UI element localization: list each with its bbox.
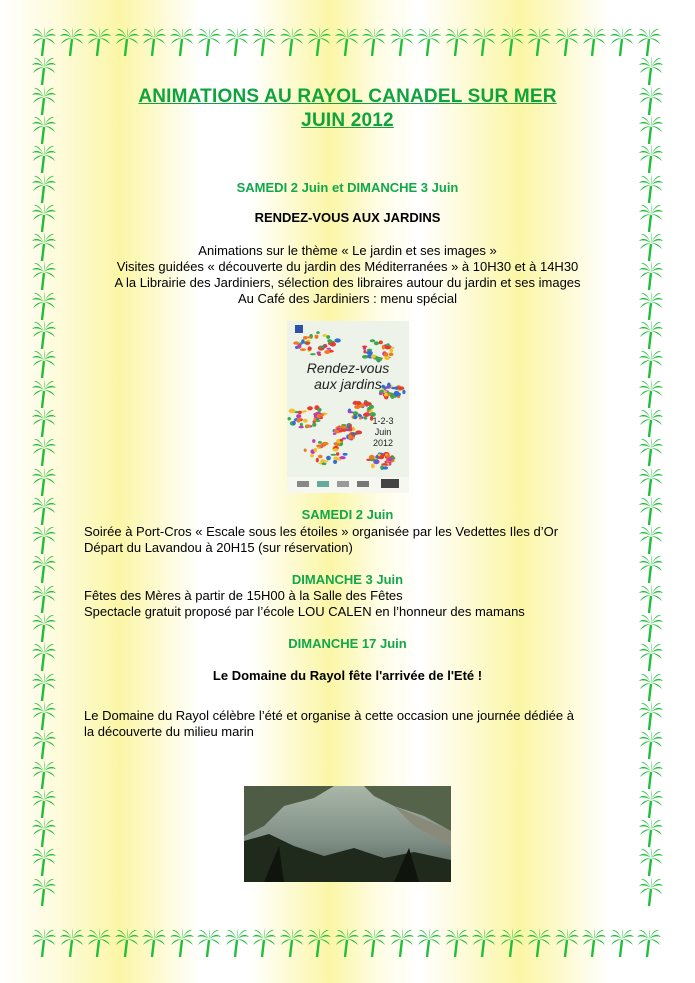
- event1-line: Visites guidées « découverte du jardin des Méditerranées » à 10H30 et à 14H30: [116, 259, 579, 274]
- event3-line: Fêtes des Mères à partir de 15H00 à la Salle des Fêtes: [84, 588, 403, 603]
- event1-name: RENDEZ-VOUS AUX JARDINS: [254, 210, 441, 225]
- poster-month: Juin: [374, 427, 392, 437]
- page-title-line1: ANIMATIONS AU RAYOL CANADEL SUR MER: [138, 86, 557, 107]
- event3-line: Spectacle gratuit proposé par l’école LOU CALEN en l’honneur des mamans: [84, 604, 525, 619]
- flag-icon: [295, 325, 303, 333]
- sponsor-logo: [381, 479, 399, 488]
- event3-date: DIMANCHE 3 Juin: [291, 572, 404, 587]
- event4-line: Le Domaine du Rayol célèbre l’été et organise à cette occasion une journée dédiée à: [84, 708, 574, 723]
- event1-date: SAMEDI 2 Juin et DIMANCHE 3 Juin: [236, 180, 459, 195]
- event1-line: A la Librairie des Jardiniers, sélection des libraires autour du jardin et ses images: [114, 275, 581, 290]
- event4-date: DIMANCHE 17 Juin: [288, 636, 407, 651]
- poster-year: 2012: [372, 438, 394, 448]
- poster-title-line2: aux jardins: [314, 376, 382, 392]
- poster-title-line1: Rendez-vous: [306, 360, 390, 376]
- poster-dates: 1-2-3: [372, 416, 394, 426]
- page-title-line2: JUIN 2012: [301, 110, 394, 131]
- rendez-vous-aux-jardins-poster: [287, 321, 409, 493]
- event4-headline: Le Domaine du Rayol fête l'arrivée de l'Eté !: [212, 668, 483, 683]
- event2-line: Départ du Lavandou à 20H15 (sur réservation): [84, 540, 353, 555]
- sponsor-logo: [357, 481, 369, 487]
- event1-line: Au Café des Jardiniers : menu spécial: [238, 291, 457, 306]
- sponsor-logo: [297, 481, 309, 487]
- sponsor-logo: [317, 481, 329, 487]
- event1-line: Animations sur le thème « Le jardin et ses images »: [198, 243, 497, 258]
- event2-line: Soirée à Port-Cros « Escale sous les étoiles » organisée par les Vedettes Iles d’Or: [84, 524, 559, 539]
- sponsor-logo: [337, 481, 349, 487]
- coast-photo: [244, 786, 451, 882]
- event4-line: la découverte du milieu marin: [84, 724, 254, 739]
- event2-date: SAMEDI 2 Juin: [301, 507, 394, 522]
